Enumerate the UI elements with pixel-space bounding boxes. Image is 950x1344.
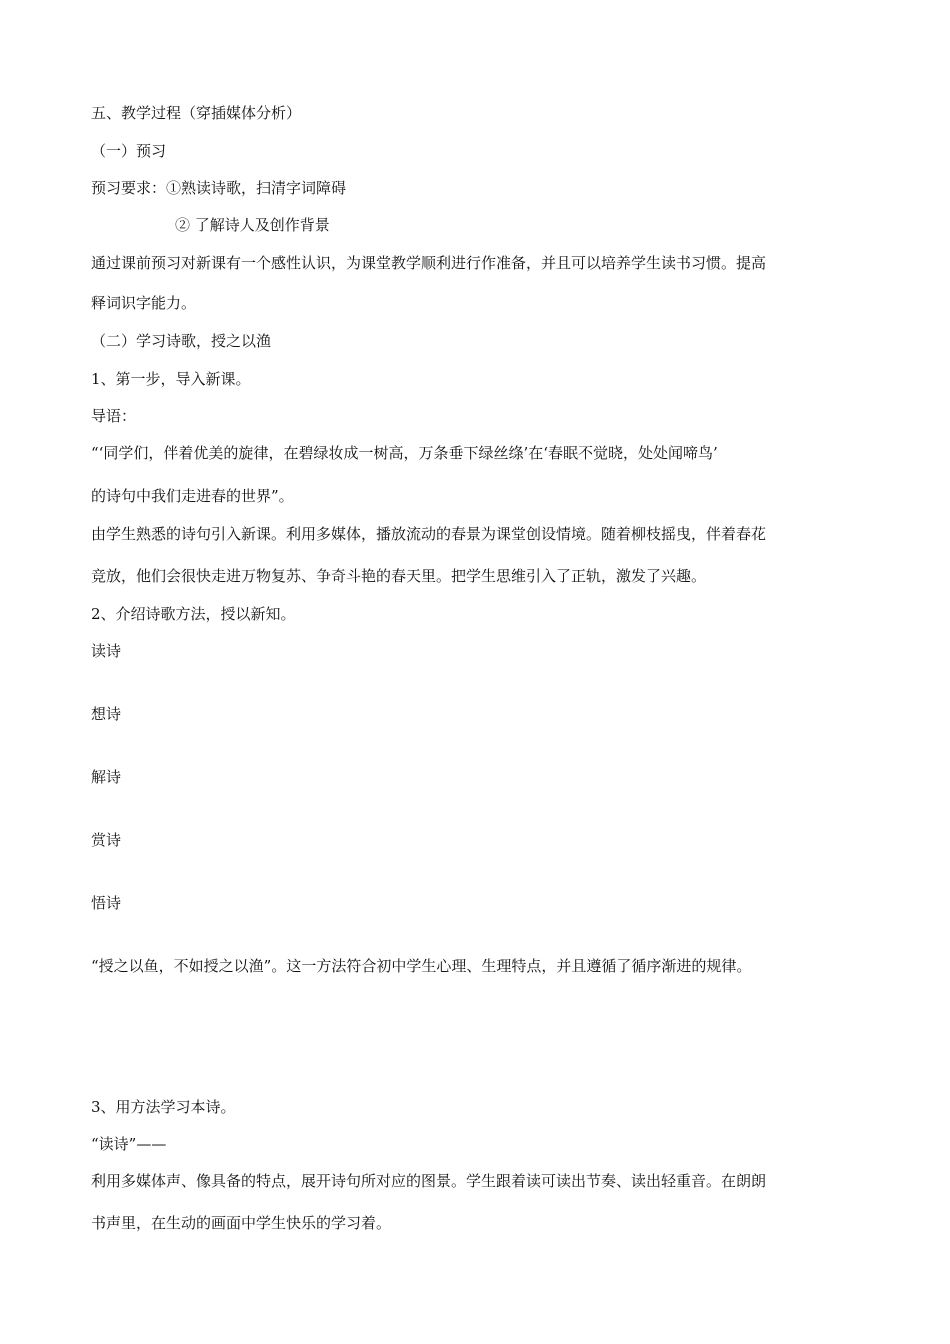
preview-note-line-1: 通过课前预习对新课有一个感性认识，为课堂教学顺利进行作准备，并且可以培养学生读书习惯。提高: [91, 254, 767, 272]
step3-read-line-1: 利用多媒体声、像具备的特点，展开诗句所对应的图景。学生跟着读可读出节奏、读出轻重音。在朗朗: [91, 1172, 767, 1190]
step2-title: 2、介绍诗歌方法，授以新知。: [91, 605, 296, 623]
preview-requirements-1: 预习要求：①熟读诗歌，扫清字词障碍: [91, 179, 347, 197]
step1-quote-line-1: “‘同学们，伴着优美的旋律，在碧绿妆成一树高，万条垂下绿丝绦’在‘春眠不觉晓，处处闻啼鸟’: [91, 444, 718, 462]
method-item: 读诗: [91, 642, 122, 660]
section-title: 五、教学过程（穿插媒体分析）: [91, 104, 302, 122]
step2-summary: “授之以鱼，不如授之以渔”。这一方法符合初中学生心理、生理特点，并且遵循了循序渐进的规律。: [91, 957, 752, 975]
preview-requirements-2: ② 了解诗人及创作背景: [175, 216, 330, 234]
step1-intro-label: 导语：: [91, 407, 137, 425]
step3-read-line-2: 书声里，在生动的画面中学生快乐的学习着。: [91, 1214, 392, 1232]
step1-title: 1、第一步，导入新课。: [91, 370, 251, 388]
method-item: 悟诗: [91, 894, 122, 912]
preview-note-line-2: 释词识字能力。: [91, 294, 197, 312]
method-item: 赏诗: [91, 831, 122, 849]
study-heading: （二）学习诗歌，授之以渔: [91, 332, 272, 350]
step3-read-label: “读诗”——: [91, 1135, 167, 1153]
method-item: 想诗: [91, 705, 122, 723]
preview-heading: （一）预习: [91, 142, 167, 160]
step3-title: 3、用方法学习本诗。: [91, 1098, 236, 1116]
method-item: 解诗: [91, 768, 122, 786]
step1-quote-line-2: 的诗句中我们走进春的世界”。: [91, 487, 294, 505]
step1-analysis-line-1: 由学生熟悉的诗句引入新课。利用多媒体，播放流动的春景为课堂创设情境。随着柳枝摇曳，伴着春花: [91, 525, 767, 543]
step1-analysis-line-2: 竞放，他们会很快走进万物复苏、争奇斗艳的春天里。把学生思维引入了正轨，激发了兴趣。: [91, 567, 707, 585]
